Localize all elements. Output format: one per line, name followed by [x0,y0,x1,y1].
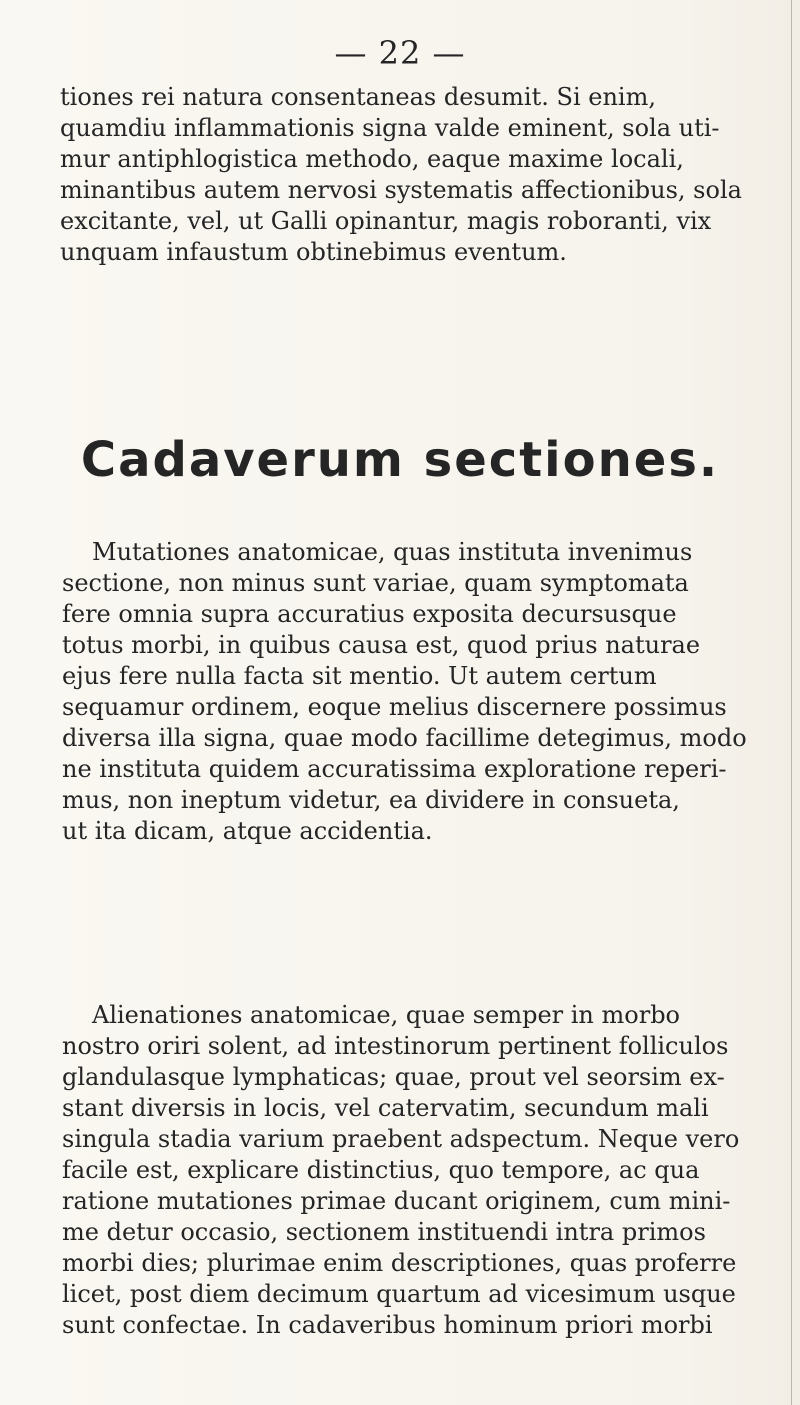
text-line: facile est, explicare distinctius, quo tempore, ac qua [62,1156,700,1184]
text-line: Mutationes anatomicae, quas instituta invenimus [92,538,693,566]
page-edge-line [791,0,792,1405]
text-line: minantibus autem nervosi systematis affectionibus, sola [60,176,742,204]
text-line: diversa illa signa, quae modo facillime detegimus, modo [62,724,747,752]
text-line: Alienationes anatomicae, quae semper in morbo [92,1001,680,1029]
section-paragraph-one [62,537,777,847]
text-line: me detur occasio, sectionem instituendi intra primos [62,1218,706,1246]
text-line: morbi dies; plurimae enim descriptiones, quas proferre [62,1249,737,1277]
text-line: unquam infaustum obtinebimus eventum. [60,238,567,266]
section-title: Cadaverum sectiones. [80,432,720,488]
text-line: fere omnia supra accuratius exposita decursusque [62,600,677,628]
text-line: stant diversis in locis, vel catervatim, secundum mali [62,1094,709,1122]
text-line: ejus fere nulla facta sit mentio. Ut autem certum [62,662,657,690]
text-line: quamdiu inflammationis signa valde eminent, sola uti- [60,114,720,142]
text-line: singula stadia varium praebent adspectum. Neque vero [62,1125,740,1153]
text-line: sectione, non minus sunt variae, quam symptomata [62,569,689,597]
section-paragraph-two [62,1000,777,1341]
text-line: licet, post diem decimum quartum ad vicesimum usque [62,1280,736,1308]
text-line: sunt confectae. In cadaveribus hominum priori morbi [62,1311,713,1339]
text-line: ut ita dicam, atque accidentia. [62,817,433,845]
text-line: mur antiphlogistica methodo, eaque maxime locali, [60,145,684,173]
text-line: glandulasque lymphaticas; quae, prout vel seorsim ex- [62,1063,725,1091]
text-line: sequamur ordinem, eoque melius discernere possimus [62,693,727,721]
opening-paragraph [60,82,760,268]
text-line: ne instituta quidem accuratissima exploratione reperi- [62,755,727,783]
page-header: — 22 — [334,34,466,72]
text-line: tiones rei natura consentaneas desumit. Si enim, [60,83,656,111]
text-line: mus, non ineptum videtur, ea dividere in consueta, [62,786,680,814]
text-line: totus morbi, in quibus causa est, quod prius naturae [62,631,701,659]
text-line: nostro oriri solent, ad intestinorum pertinent folliculos [62,1032,729,1060]
text-line: excitante, vel, ut Galli opinantur, magis roboranti, vix [60,207,712,235]
text-line: ratione mutationes primae ducant originem, cum mini- [62,1187,731,1215]
